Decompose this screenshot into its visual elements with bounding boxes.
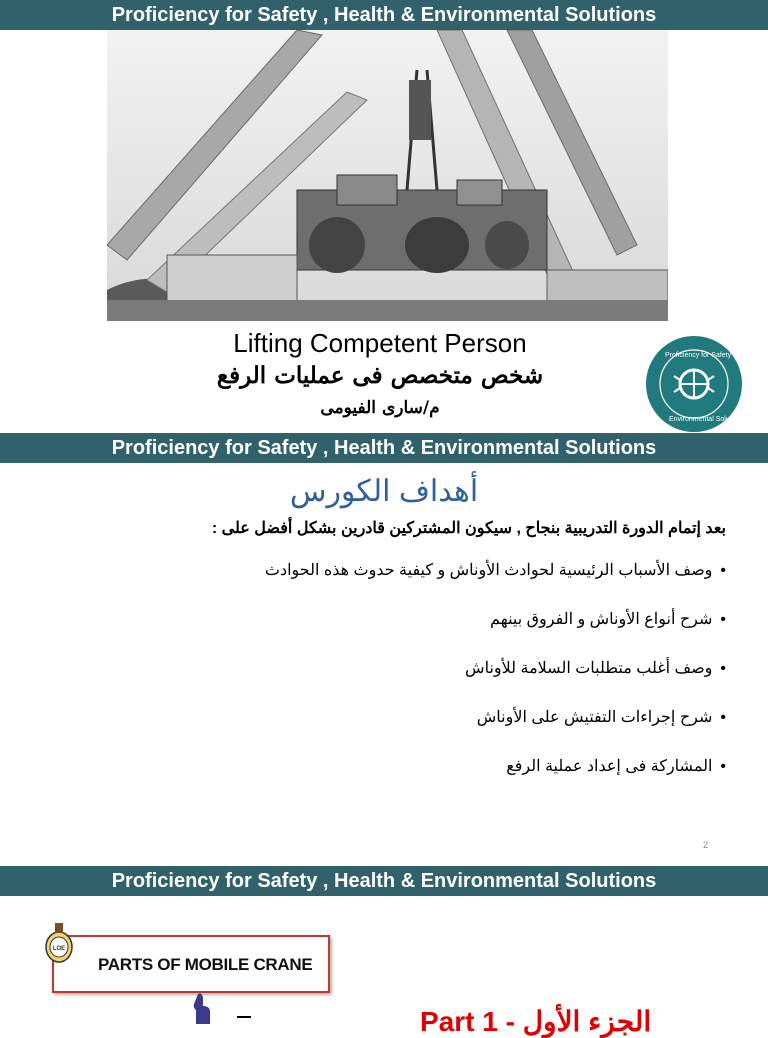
crane-photo xyxy=(107,30,668,321)
course-title-en: Lifting Competent Person xyxy=(233,328,527,358)
list-item: • المشاركة فى إعداد عملية الرفع xyxy=(265,756,726,805)
objectives-list xyxy=(265,560,726,805)
list-item: • شرح أنواع الأوناش و الفروق بينهم xyxy=(265,609,726,658)
course-title-ar: شخص متخصص فى عمليات الرفع xyxy=(216,362,544,389)
svg-text:Environmental Solutions: Environmental Solutions xyxy=(669,416,743,423)
slide2-banner: Proficiency for Safety , Health & Environmental Solutions xyxy=(0,433,768,463)
pointing-hand-icon xyxy=(190,992,214,1024)
loe-badge-icon xyxy=(44,921,74,965)
objectives-title: أهداف الكورس xyxy=(289,475,479,508)
parts-box-label: PARTS OF MOBILE CRANE xyxy=(98,955,313,974)
part-1-title: Part 1 - الجزء الأول xyxy=(420,1006,652,1037)
list-item: • وصف أغلب متطلبات السلامة للأوناش xyxy=(265,658,726,707)
parts-of-mobile-crane-box xyxy=(52,935,330,993)
objectives-intro: بعد إتمام الدورة التدريبية بنجاح , سيكون المشتركين قادرين بشكل أفضل على : xyxy=(211,520,726,537)
company-logo xyxy=(645,335,743,433)
list-item: • شرح إجراءات التفتيش على الأوناش xyxy=(265,707,726,756)
svg-text:Proficiency for Safety: Proficiency for Safety xyxy=(665,352,732,359)
slide3-banner: Proficiency for Safety , Health & Environmental Solutions xyxy=(0,866,768,896)
author-name: م/سارى الفيومى xyxy=(320,398,440,418)
badge-text: LOE xyxy=(52,946,66,952)
dash-line xyxy=(237,1016,251,1018)
page-number: 2 xyxy=(703,840,709,850)
slide1-banner: Proficiency for Safety , Health & Environmental Solutions xyxy=(0,0,768,30)
list-item: • وصف الأسباب الرئيسية لحوادث الأوناش و كيفية حدوث هذه الحوادث xyxy=(265,560,726,609)
